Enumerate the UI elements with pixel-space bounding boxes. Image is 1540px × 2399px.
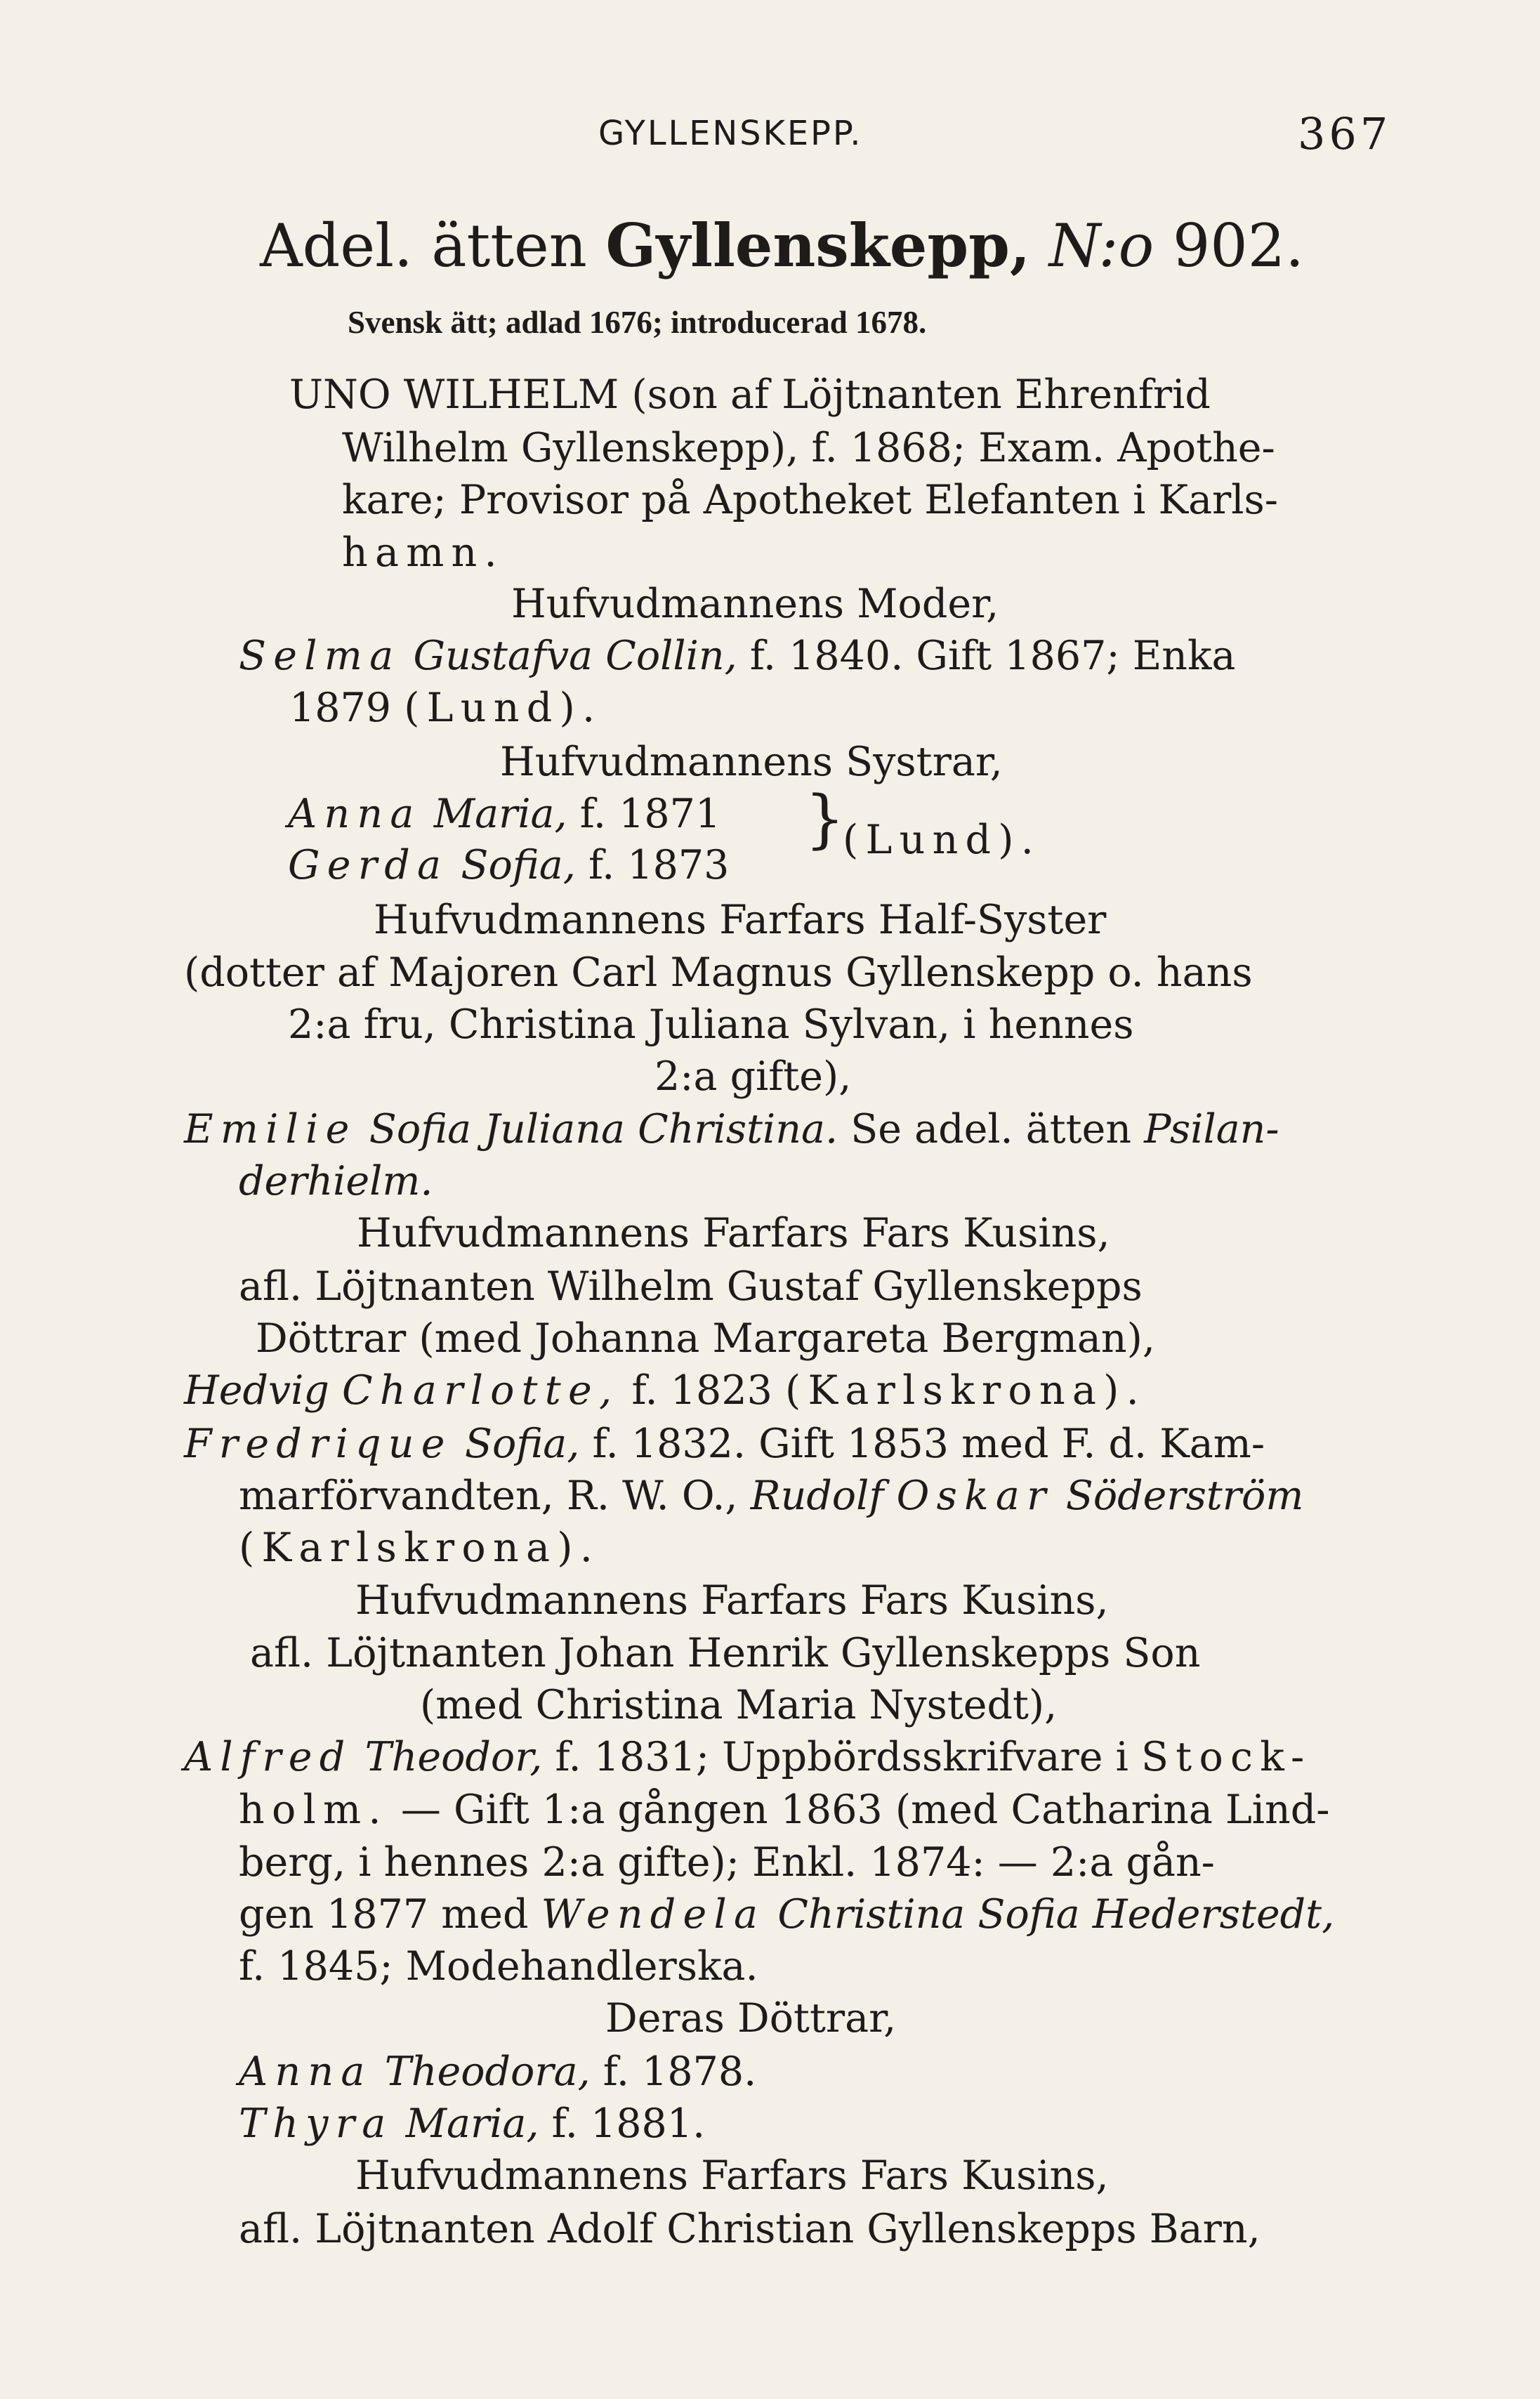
entry-line [239,2101,706,2147]
title-prefix: Adel. ätten [260,211,587,280]
name-detail: Gustafva Collin, [413,633,737,679]
section-heading: Hufvudmannens Systrar, [500,739,1003,785]
name-detail: Charlotte, [341,1367,619,1414]
entry-line [239,1158,433,1204]
given-name: Thyra [239,2101,393,2147]
entry-line: UNO WILHELM (son af Löjtnanten Ehrenfrid [289,372,1211,418]
entry-text: 1879 [289,685,392,731]
entry-line [184,1106,1279,1152]
name-detail: Psilan- [1144,1106,1279,1152]
place-name: Stock- [1140,1734,1312,1780]
entry-line: kare; Provisor på Apotheket Elefanten i Karls- [342,477,1279,523]
section-heading: Hufvudmannens Farfars Fars Kusins, [355,1577,1109,1624]
name-detail: Theodora, [384,2049,591,2095]
entry-line: f. 1845; Modehandlerska. [239,1943,758,1990]
name-detail: Söderström [1065,1473,1304,1519]
entry-line [288,791,721,837]
given-name: Gerda [288,842,449,888]
name-detail: Theodor, [364,1734,543,1780]
name-detail: Sofia, [464,1421,580,1467]
entry-line: 2:a fru, Christina Juliana Sylvan, i hennes [288,1001,1134,1048]
number-label: N:o [1048,211,1154,280]
brace-icon: } [805,782,845,856]
given-name: Anna [239,2049,372,2095]
name-detail: Maria, [433,791,567,837]
place-name: (Lund). [404,685,603,731]
name-detail: Rudolf [750,1473,884,1519]
given-name: Wendela [541,1891,765,1938]
entry-line: afl. Löjtnanten Wilhelm Gustaf Gyllenskepps [239,1263,1143,1310]
given-name: Selma [239,633,401,679]
entry-text: f. 1840. Gift 1867; Enka [749,633,1236,679]
family-number: 902. [1172,211,1304,280]
entry-line: (dotter af Majoren Carl Magnus Gyllenskepp o. hans [184,949,1253,996]
given-name: Anna [288,791,421,837]
running-head: GYLLENSKEPP. [598,114,863,153]
entry-line [239,1891,1335,1938]
entry-text: gen 1877 med [239,1891,529,1938]
section-heading: Hufvudmannens Farfars Fars Kusins, [355,2152,1109,2199]
entry-text: f. 1831; Uppbördsskrifvare i [555,1734,1128,1780]
entry-text: marförvandten, R. W. O., [239,1473,738,1519]
given-name: Alfred [184,1734,353,1780]
section-heading: Deras Döttrar, [605,1995,897,2042]
entry-line: 2:a gifte), [654,1053,852,1100]
entry-line: afl. Löjtnanten Johan Henrik Gyllenskepps Son [250,1630,1201,1676]
entry-line [239,1473,1304,1519]
section-heading: Hufvudmannens Farfars Half-Syster [374,897,1107,943]
entry-line: (Karlskrona). [239,1525,600,1571]
section-heading: Hufvudmannens Farfars Fars Kusins, [357,1210,1110,1256]
title-subtitle: Svensk ätt; adlad 1676; introducerad 1678. [348,305,927,340]
family-name: Gyllenskepp, [605,211,1031,280]
place-name: holm. [239,1787,388,1833]
entry-line: hamn. [342,530,504,576]
entry-line: Döttrar (med Johanna Margareta Bergman), [256,1315,1155,1362]
entry-text: f. 1832. Gift 1853 med F. d. Kam- [592,1421,1265,1467]
entry-line: afl. Löjtnanten Adolf Christian Gyllenskepps Barn, [239,2206,1261,2252]
entry-text: f. 1873 [588,842,730,888]
entry-line [184,1421,1265,1467]
name-detail: Sofia Juliana Christina. [369,1106,838,1152]
entry-line [288,842,730,888]
given-name: Fredrique [184,1421,452,1467]
page-title [260,211,1304,280]
entry-line: Wilhelm Gyllenskepp), f. 1868; Exam. Apothe- [342,425,1275,471]
entry-line [184,1367,1147,1414]
entry-line [239,633,1236,679]
place-name: (Karlskrona). [784,1367,1147,1414]
entry-text: f. 1878. [603,2049,757,2095]
given-name: Hedvig [184,1367,329,1414]
entry-text: f. 1881. [551,2101,706,2147]
place-name: (Lund). [843,817,1041,863]
entry-line [289,685,603,731]
entry-line [239,2049,757,2095]
entry-line: berg, i hennes 2:a gifte); Enkl. 1874: — 2:a gån- [239,1839,1215,1886]
name-detail: Sofia, [461,842,576,888]
entry-text: Se adel. ätten [850,1106,1132,1152]
entry-line [239,1787,1330,1833]
given-name: Emilie [184,1106,357,1152]
name-detail: Maria, [405,2101,539,2147]
entry-text: — Gift 1:a gången 1863 (med Catharina Lind- [400,1787,1330,1833]
entry-text: f. 1871 [579,791,721,837]
name-detail: derhielm. [239,1158,433,1204]
section-heading: Hufvudmannens Moder, [511,581,999,627]
name-detail: Oskar [896,1473,1053,1519]
entry-line [184,1734,1312,1780]
name-detail: Christina Sofia Hederstedt, [777,1891,1335,1938]
entry-line: (med Christina Maria Nystedt), [420,1682,1058,1728]
entry-text: f. 1823 [631,1367,772,1414]
page-number: 367 [1298,108,1392,159]
